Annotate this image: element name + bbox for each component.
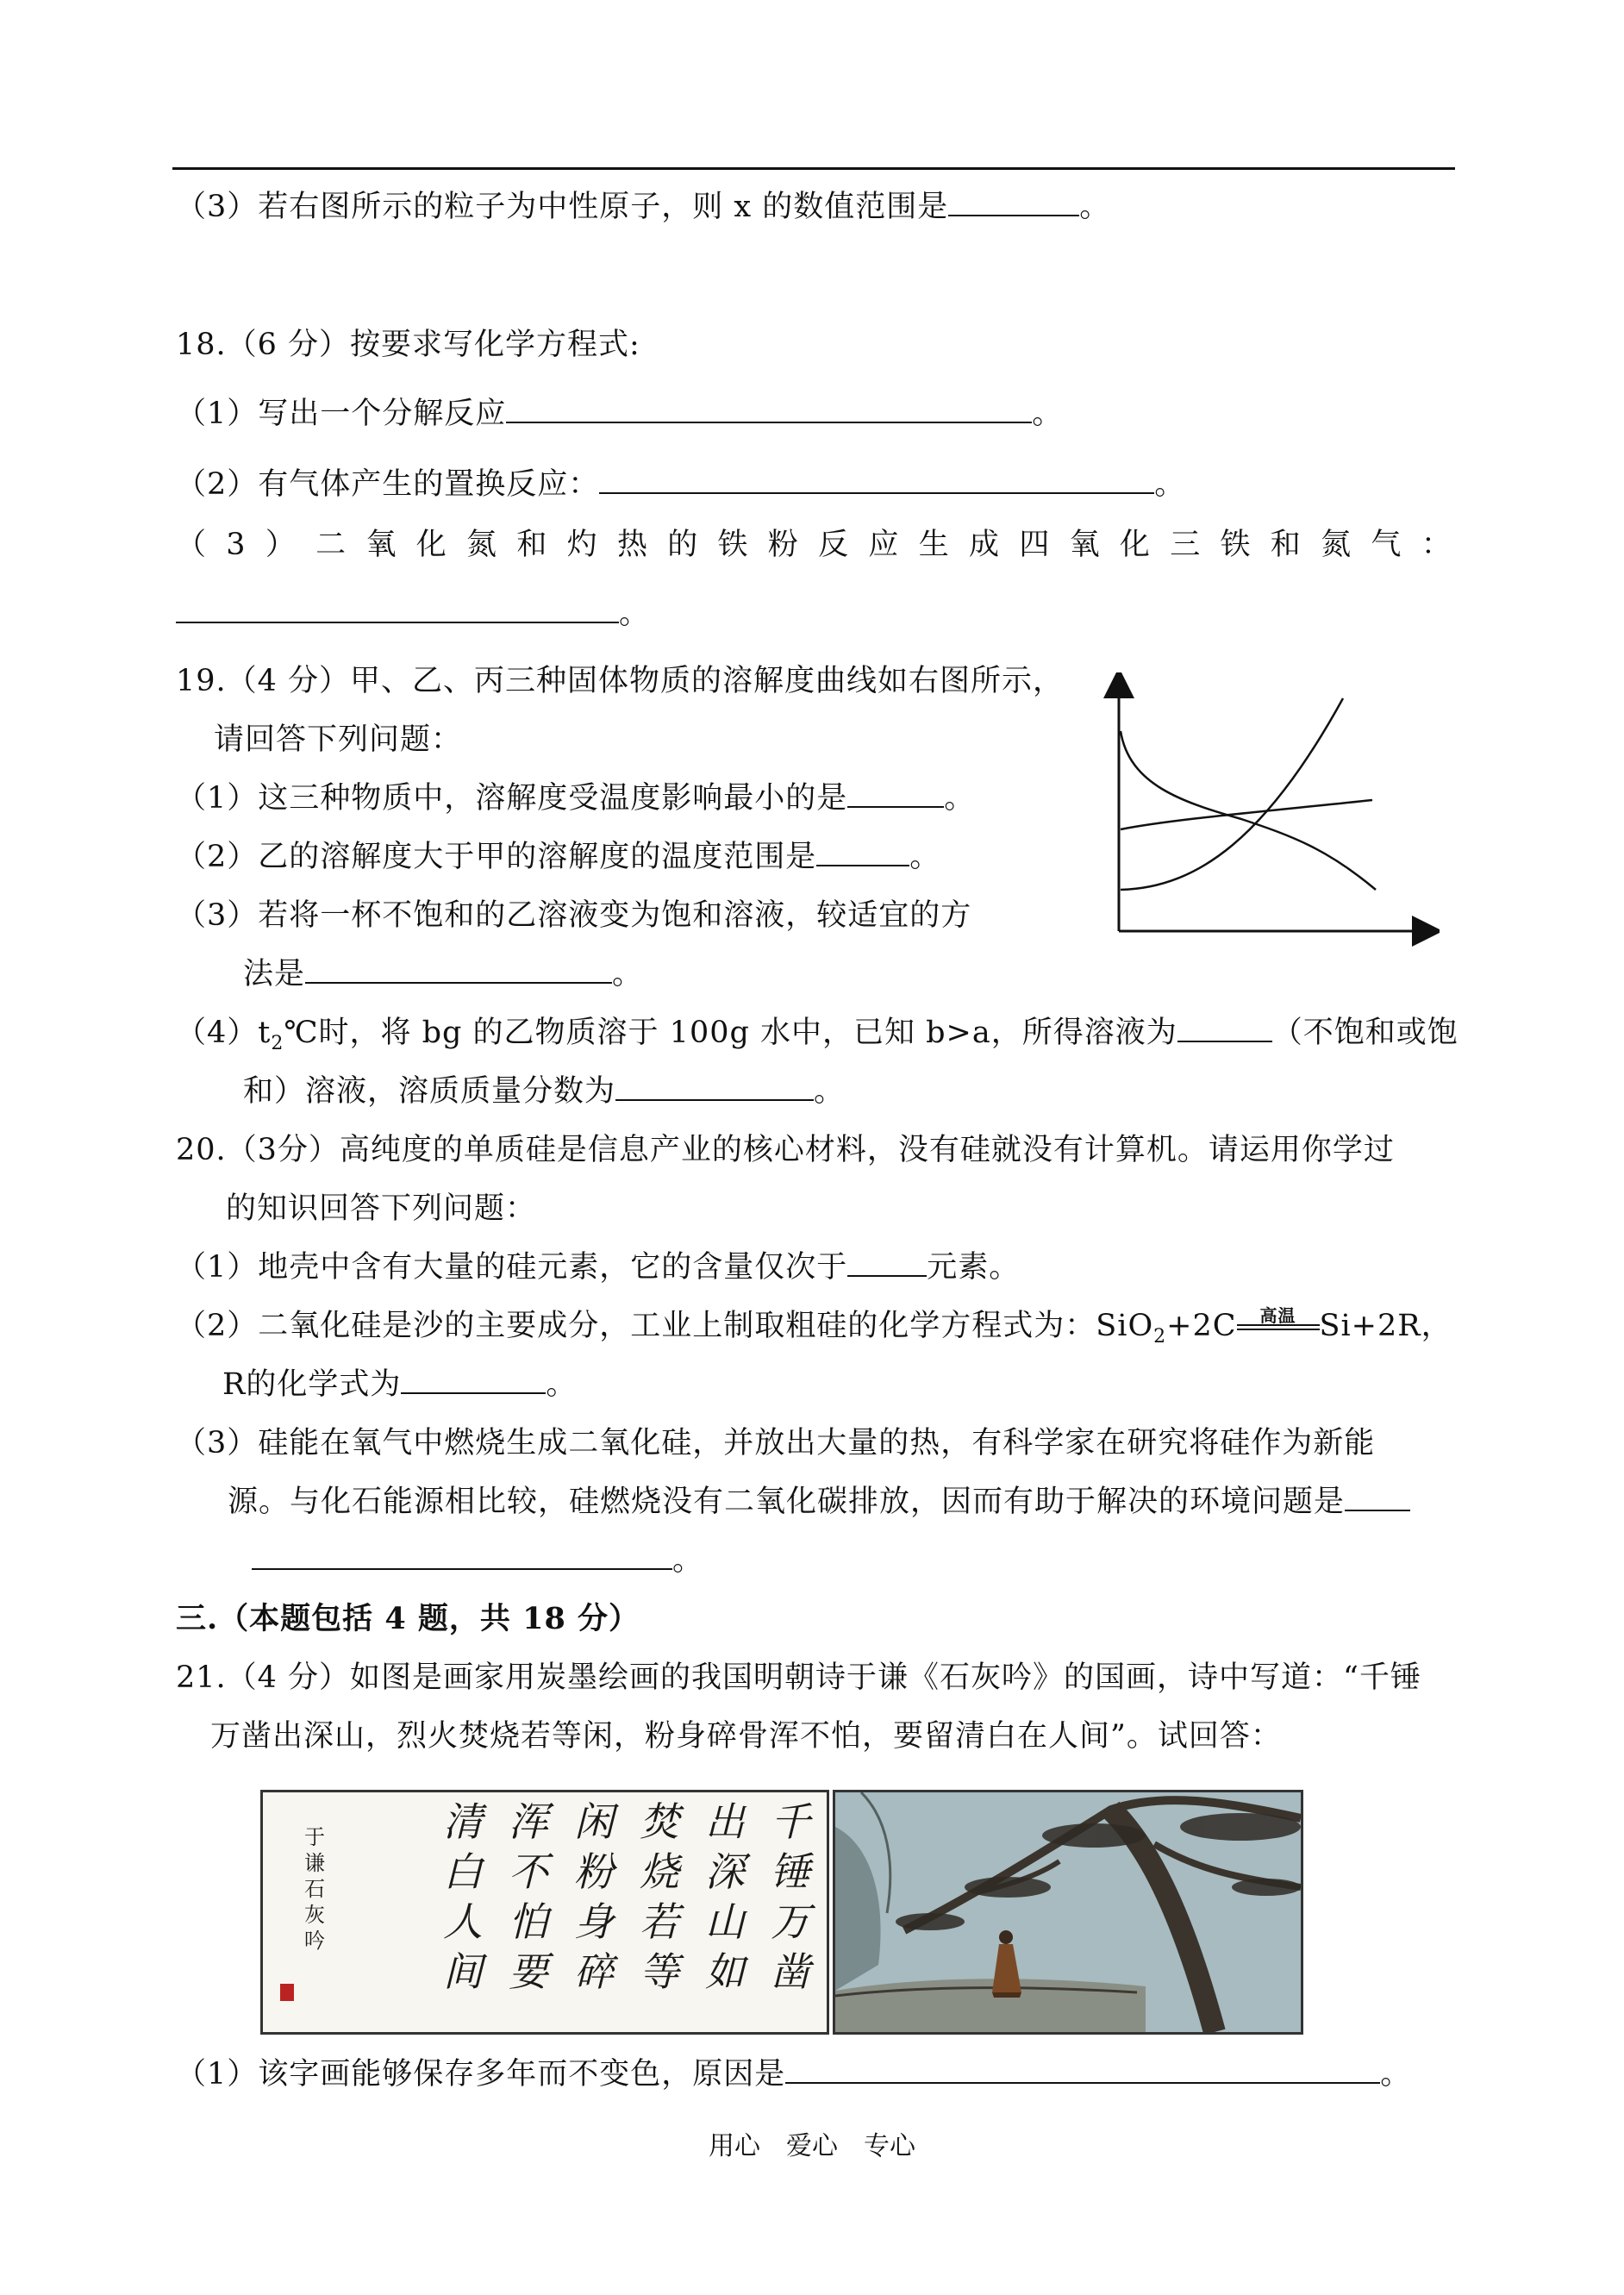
calligraphy-char: 焚 [640,1798,679,1845]
q19-heading-cont: 请回答下列问题： [214,722,463,757]
q18-part3-char: 应 [868,528,899,562]
calligraphy-char: 白 [443,1848,483,1895]
header-rule [172,167,1455,170]
calligraphy-char: 碎 [574,1948,614,1995]
q20-heading-cont: 的知识回答下列问题： [226,1191,537,1226]
q18-part3-char: 氮 [466,528,497,562]
q18-part3-char: 化 [1119,528,1150,562]
answer-blank[interactable] [305,956,612,984]
q18-part3-char: 四 [1019,528,1050,562]
calligraphy-char: 闲 [574,1798,614,1845]
q20-part3: （3）硅能在氧气中燃烧生成二氧化硅，并放出大量的热，有科学家在研究将硅作为新能 [176,1426,1376,1460]
curve-rising-steep [1121,698,1343,890]
q18-part3-char: 的 [667,528,698,562]
answer-blank[interactable] [252,1542,672,1570]
q18-part3-char: 铁 [717,528,748,562]
calligraphy-char: 要 [509,1948,548,1995]
q19-part1: （1）这三种物质中，溶解度受温度影响最小的是 。 [176,781,976,816]
calligraphy-char: 出 [705,1798,745,1845]
q20-part2-cont: R的化学式为 。 [222,1367,578,1402]
calligraphy-signature-char: 吟 [304,1929,325,1953]
q18-part1: （1）写出一个分解反应 。 [176,397,1064,431]
q19-part4: $(4)t_2℃$时，将 bg 的乙物质溶于 100g 水中，已知 b>a，所得溶液为 （不饱和或饱 [176,1016,1458,1054]
q18-part3-char: 氧 [1069,528,1100,562]
q18-part3-char: 热 [616,528,647,562]
q18-part3-char: 三 [1170,528,1201,562]
calligraphy-char: 浑 [509,1798,548,1845]
curve-falling [1121,731,1376,890]
q20-part1: （1）地壳中含有大量的硅元素，它的含量仅次于 元素。 [176,1250,1021,1285]
q18-part3-char: 二 [315,528,347,562]
q18-heading: 18.（6 分）按要求写化学方程式: [176,328,640,362]
calligraphy-char: 间 [443,1948,483,1995]
q21-heading-cont: 万凿出深山，烈火焚烧若等闲，粉身碎骨浑不怕，要留清白在人间”。试回答： [210,1719,1282,1754]
calligraphy-signature-char: 谦 [304,1851,325,1875]
q18-part3-char: 灼 [566,528,597,562]
q19-heading: 19.（4 分）甲、乙、丙三种固体物质的溶解度曲线如右图所示， [176,664,1065,698]
q21-part1: （1）该字画能够保存多年而不变色，原因是 。 [176,2057,1412,2092]
reaction-condition: 高温 [1237,1326,1320,1335]
q18-part3 [176,526,1452,564]
section-3-heading: 三.（本题包括 4 题，共 18 分） [176,1601,640,1636]
page-footer: 用心 爱心 专心 [709,2131,915,2161]
calligraphy-char: 不 [509,1848,548,1895]
answer-blank[interactable] [847,780,944,808]
calligraphy-signature-char: 于 [304,1825,325,1849]
calligraphy-char: 清 [443,1798,483,1845]
q18-part3-char: ： [1421,528,1452,562]
answer-blank[interactable] [506,396,1032,423]
q19-part3-cont: 法是 。 [243,957,644,991]
answer-blank[interactable] [615,1073,814,1101]
q18-part3-char: 和 [516,528,547,562]
q18-part3-char: 和 [1270,528,1301,562]
q18-part3-char: ） [265,528,296,562]
answer-blank[interactable] [785,2056,1380,2084]
calligraphy-char: 人 [443,1898,483,1945]
calligraphy-char: 凿 [771,1948,810,1995]
q19-part3: （3）若将一杯不饱和的乙溶液变为饱和溶液，较适宜的方 [176,898,972,933]
solubility-curve-graph [1103,672,1440,947]
q18-part3-char: 成 [969,528,1000,562]
calligraphy-char: 锤 [771,1848,810,1895]
q19-part2: （2）乙的溶解度大于甲的溶解度的温度范围是 。 [176,840,941,874]
calligraphy-char: 山 [705,1898,745,1945]
curve-rising-gentle [1121,800,1372,829]
q20-part3-answer: 。 [252,1541,703,1579]
calligraphy-signature-char: 石 [304,1877,325,1901]
calligraphy-char: 粉 [574,1848,614,1895]
q18-part3-char: 3 [226,528,246,562]
q18-part3-char: 氧 [365,528,397,562]
q21-heading: 21.（4 分）如图是画家用炭墨绘画的我国明朝诗于谦《石灰吟》的国画，诗中写道：“千锤 [176,1660,1421,1695]
calligraphy-char: 怕 [509,1898,548,1945]
calligraphy-char: 如 [705,1948,745,1995]
landscape-painting [833,1790,1303,2035]
calligraphy-strokes [263,1792,827,2032]
q18-part3-char: （ [176,528,207,562]
calligraphy-char: 若 [640,1898,679,1945]
q18-part2: （2）有气体产生的置换反应： 。 [176,467,1186,502]
q18-part3-char: 氮 [1321,528,1352,562]
q18-part3-char: 生 [918,528,949,562]
q20-part3-cont: 源。与化石能源相比较，硅燃烧没有二氧化碳排放，因而有助于解决的环境问题是 [228,1483,1410,1521]
answer-blank[interactable] [948,189,1079,216]
q18-part3-char: 粉 [767,528,798,562]
q19-part4-cont: 和）溶液，溶质质量分数为 。 [243,1074,846,1109]
answer-blank[interactable] [176,596,619,623]
calligraphy-char: 万 [771,1898,810,1945]
painting-art [835,1792,1301,2032]
q18-part3-answer: 。 [176,595,650,633]
calligraphy-char: 身 [574,1898,614,1945]
q20-heading: 20.（3分）高纯度的单质硅是信息产业的核心材料，没有硅就没有计算机。请运用你学过 [176,1133,1395,1167]
answer-blank[interactable] [599,466,1154,494]
calligraphy-char: 烧 [640,1848,679,1895]
q17-part3: （3）若右图所示的粒子为中性原子，则 x 的数值范围是 。 [176,190,1111,224]
q18-part3-char: 反 [818,528,849,562]
calligraphy-char: 千 [771,1798,810,1845]
answer-blank[interactable] [1177,1015,1272,1042]
q18-part3-char: 气 [1371,528,1402,562]
answer-blank[interactable] [847,1249,927,1277]
calligraphy-image [260,1790,829,2035]
seal-stamp [280,1984,294,2001]
q20-part2: （2）二氧化硅是沙的主要成分，工业上制取粗硅的化学方程式为：SiO$_2$+2C 高温 Si+2R， [176,1305,1452,1348]
answer-blank[interactable] [1345,1484,1410,1511]
q18-part3-char: 铁 [1220,528,1251,562]
calligraphy-signature-char: 灰 [304,1903,325,1927]
answer-blank[interactable] [816,839,909,866]
answer-blank[interactable] [401,1366,546,1394]
q18-part3-char: 化 [415,528,447,562]
calligraphy-char: 深 [705,1848,745,1895]
calligraphy-char: 等 [640,1948,679,1995]
